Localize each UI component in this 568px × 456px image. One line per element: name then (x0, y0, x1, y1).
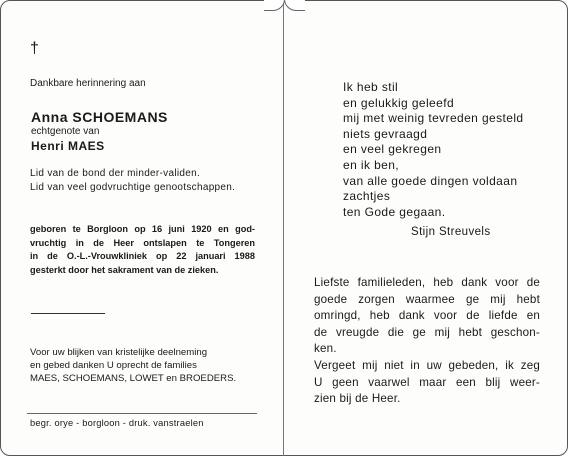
poem-line: Ik heb stil (343, 80, 399, 94)
poem-author: Stijn Streuvels (411, 226, 491, 238)
thanks-line: Voor uw blijken van kristelijke deelneming (30, 347, 208, 358)
poem-line: mij met weinig tevreden gesteld (343, 111, 524, 126)
poem-line: niets gevraagd (343, 126, 428, 141)
poem-line: ten Gode gegaan. (343, 204, 446, 219)
footer-divider (27, 413, 257, 414)
poem-line: en ik ben, (343, 157, 400, 172)
poem (343, 80, 523, 220)
printer-footer: begr. orye - borgloon - druk. vanstraelen (30, 418, 204, 428)
bio-line: vruchtig in de Heer ontslapen te Tongeren (30, 237, 255, 248)
farewell-text (314, 275, 540, 408)
farewell-line: Liefste familieleden, heb dank voor de (314, 276, 540, 289)
spouse-name: Henri MAES (31, 139, 105, 153)
bio-line: geboren te Borgloon op 16 juni 1920 en god- (30, 224, 255, 234)
farewell-line: omringd, heb dank voor de liefde en (314, 309, 540, 323)
farewell-line: U geen vaarwel maar een blij weer- (314, 375, 540, 389)
farewell-line: goede zorgen waarmee ge mij hebt (314, 292, 540, 306)
card-fold-line (283, 0, 284, 456)
membership-line: Lid van de bond der minder-validen. (30, 168, 201, 179)
poem-line: en veel gekregen (343, 142, 442, 157)
thanks-text (30, 346, 236, 386)
intro-text: Dankbare herinnering aan (30, 78, 146, 89)
bio-line: in de O.-L.-Vrouwkliniek op 22 januari 1988 (30, 251, 255, 261)
cross-icon: † (30, 40, 39, 57)
thanks-line: MAES, SCHOEMANS, LOWET en BROEDERS. (30, 373, 237, 385)
farewell-line: Vergeet mij niet in uw gebeden, ik zeg (314, 358, 540, 372)
farewell-line: zien bij de Heer. (314, 392, 401, 406)
biography (30, 223, 255, 277)
bio-line: gesterkt door het sakrament van de zieken. (30, 264, 219, 275)
membership-line: Lid van veel godvruchtige genootschappen. (30, 182, 236, 193)
deceased-name: Anna SCHOEMANS (31, 109, 168, 125)
farewell-line: ken. (314, 342, 337, 356)
farewell-line: de vreugde die ge mij hebt geschon- (314, 325, 540, 339)
thanks-line: en gebed danken U oprecht de families (30, 360, 197, 372)
poem-line: en gelukkig geleefd (343, 95, 455, 110)
poem-line: zachtjes (343, 189, 391, 204)
spouse-label: echtgenote van (31, 126, 100, 137)
poem-line: van alle goede dingen voldaan (343, 173, 518, 188)
section-divider (31, 313, 105, 314)
